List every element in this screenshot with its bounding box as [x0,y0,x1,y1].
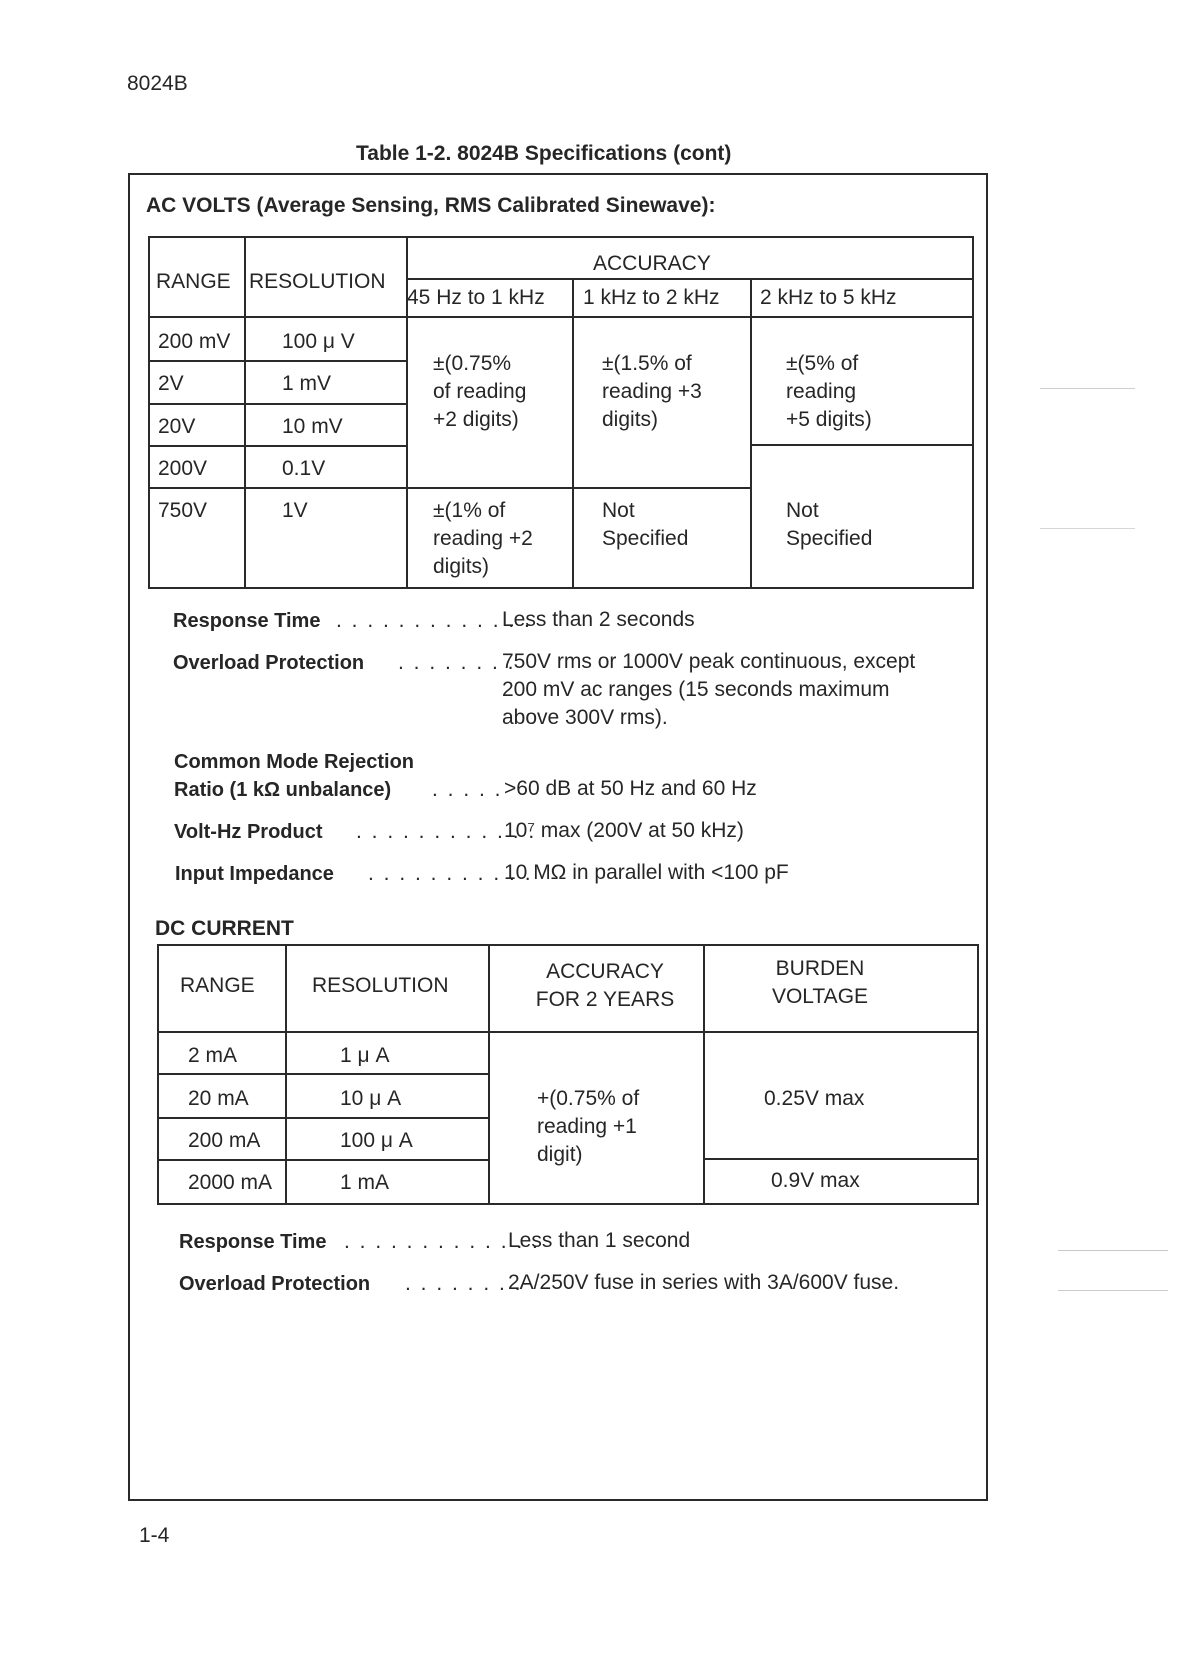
ac-accuracy-band3-low: ±(5% of reading +5 digits) [786,352,872,431]
col-band-2khz-5khz: 2 kHz to 5 kHz [760,286,897,309]
leader-dots: . . . . . [432,778,503,801]
ac-accuracy-band2-low: ±(1.5% of reading +3 digits) [602,352,702,431]
leader-dots: . . . . . . . . [405,1272,523,1295]
scan-artifact [1058,1290,1168,1291]
col-resolution: RESOLUTION [312,974,449,997]
spec-label: Response Time [173,610,321,632]
col-range: RANGE [180,974,255,997]
spec-value: 750V rms or 1000V peak continuous, except 200 mV ac ranges (15 seconds maximum above 300V rms). [502,650,916,729]
ac-accuracy-band2-750v: Not Specified [602,499,689,550]
spec-label: Common Mode Rejection Ratio (1 kΩ unbalance) [174,751,415,801]
model-number: 8024B [127,72,188,95]
dc-burden-low: 0.25V max [764,1087,865,1110]
col-band-45hz-1khz: 45 Hz to 1 kHz [407,286,545,309]
col-range: RANGE [156,270,231,293]
dc-range-cell: 20 mA [188,1087,249,1110]
table-title: Table 1-2. 8024B Specifications (cont) [356,142,732,165]
ac-volts-heading: AC VOLTS (Average Sensing, RMS Calibrated Sinewave): [146,194,716,217]
spec-label: Input Impedance [175,863,334,885]
spec-value: Less than 1 second [508,1229,691,1252]
col-accuracy: ACCURACY [593,252,711,275]
dc-range-cell: 2000 mA [188,1171,273,1194]
spec-label: Volt-Hz Product [174,821,323,843]
dc-resolution-cell: 100 μ A [340,1129,413,1152]
col-resolution: RESOLUTION [249,270,386,293]
col-accuracy: ACCURACY FOR 2 YEARS [535,960,675,1011]
dc-range-cell: 200 mA [188,1129,261,1152]
leader-dots: . . . . . . . . . . . . [356,820,537,843]
spec-label: Response Time [179,1231,327,1253]
spec-value: 10⁷ max (200V at 50 kHz) [504,819,744,842]
ac-range-cell: 200V [158,457,208,480]
dc-burden-high: 0.9V max [771,1169,860,1192]
spec-label: Overload Protection [179,1273,371,1295]
spec-value: 2A/250V fuse in series with 3A/600V fuse. [508,1271,900,1294]
ac-range-cell: 2V [158,372,184,395]
ac-accuracy-band1-low: ±(0.75% of reading +2 digits) [433,352,527,431]
ac-resolution-cell: 1V [282,499,308,522]
scan-artifact [1040,388,1135,389]
leader-dots: . . . . . . . . [398,651,516,674]
dc-range-cell: 2 mA [188,1044,238,1067]
dc-current-heading: DC CURRENT [155,917,294,940]
ac-range-cell: 20V [158,415,196,438]
page-number: 1-4 [139,1524,170,1547]
ac-resolution-cell: 0.1V [282,457,326,480]
scan-artifact [1058,1250,1168,1251]
col-burden-voltage: BURDEN VOLTAGE [771,957,869,1008]
ac-accuracy-band3-high: Not Specified [786,499,873,550]
dc-accuracy: +(0.75% of reading +1 digit) [537,1087,640,1166]
ac-accuracy-band1-750v: ±(1% of reading +2 digits) [433,499,533,578]
dc-resolution-cell: 1 μ A [340,1044,390,1067]
dc-resolution-cell: 10 μ A [340,1087,402,1110]
spec-label: Overload Protection [173,652,365,674]
spec-value: 10 MΩ in parallel with <100 pF [504,861,789,884]
ac-resolution-cell: 10 mV [282,415,343,438]
ac-range-cell: 750V [158,499,208,522]
leader-dots: . . . . . . . . . . . . . [336,609,532,632]
spec-value: >60 dB at 50 Hz and 60 Hz [504,777,757,800]
scan-artifact [1040,528,1135,529]
spec-value: Less than 2 seconds [502,608,695,631]
leader-dots: . . . . . . . . . . . . . [344,1230,540,1253]
col-band-1khz-2khz: 1 kHz to 2 kHz [583,286,720,309]
ac-resolution-cell: 1 mV [282,372,332,395]
dc-resolution-cell: 1 mA [340,1171,390,1194]
ac-resolution-cell: 100 μ V [282,330,355,353]
ac-range-cell: 200 mV [158,330,231,353]
leader-dots: . . . . . . . . . . . [368,862,533,885]
